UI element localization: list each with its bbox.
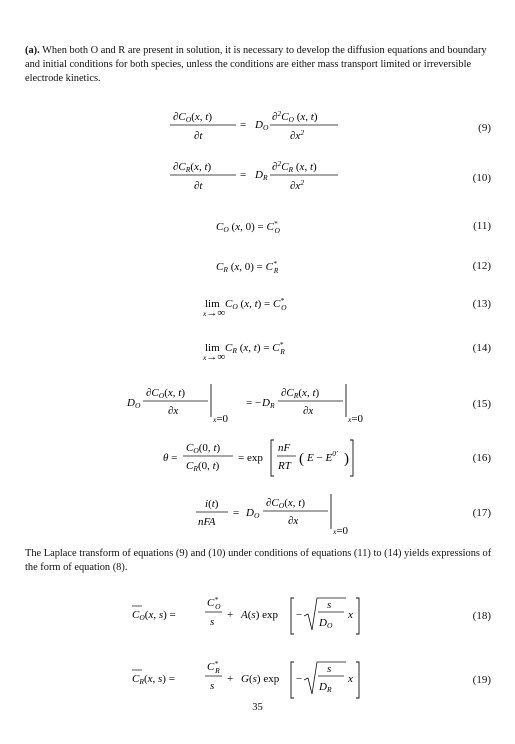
equation-number: (14) (472, 342, 491, 354)
svg-text:DR: DR (319, 681, 332, 694)
svg-text:CO (x, t) = C*O: CO (x, t) = C* O (225, 296, 287, 312)
equation-17-formula (0, 493, 515, 537)
svg-text:∂x: ∂x (288, 515, 299, 527)
svg-text:G(s) exp: G(s) exp (241, 673, 280, 685)
equation-number: (11) (473, 220, 491, 232)
svg-text:CO(0, t): CO(0, t) (186, 442, 221, 455)
svg-text:s: s (210, 680, 215, 692)
equation-14-formula (0, 338, 515, 368)
svg-text:∂CR(x, t): ∂CR(x, t) (281, 387, 320, 400)
intro-paragraph (25, 44, 495, 86)
equation-number: (16) (472, 452, 491, 464)
svg-text:lim: lim (205, 342, 220, 354)
svg-text:∂CR(x, t): ∂CR(x, t) (173, 161, 212, 174)
equation-15-formula (0, 382, 515, 426)
equation-19 (0, 654, 515, 694)
svg-text:s: s (327, 663, 332, 675)
svg-text:= −: = − (246, 397, 262, 409)
svg-text:(: ( (299, 451, 304, 467)
svg-text:E − E0′: $E - E^{0'}$ (307, 449, 338, 464)
svg-text:= exp: = exp (238, 452, 263, 464)
svg-text:x=0: x=0 (333, 525, 349, 537)
svg-text:∂x: ∂x (168, 405, 179, 417)
svg-text:x=0: x=0 (348, 413, 364, 425)
svg-text:CR (x, 0) = C*R: CR (x, 0) = C* R (216, 259, 279, 275)
svg-text:): ) (344, 451, 349, 467)
svg-text:A(s) exp: A(s) exp (241, 609, 278, 621)
equation-12 (0, 254, 515, 294)
svg-text:x→∞: x→∞ (203, 351, 226, 363)
equation-number: (10) (472, 172, 491, 184)
svg-text:CR(0, t): CR(0, t) (186, 460, 220, 473)
svg-text:DR: DR (255, 169, 268, 182)
equation-number: (12) (472, 260, 491, 272)
section-label: (a). (25, 45, 40, 56)
equation-15 (0, 382, 515, 425)
svg-text:DO: DO (246, 507, 260, 520)
equation-11-formula (0, 214, 515, 244)
svg-text:∂t: ∂t (194, 130, 203, 142)
equation-number: (17) (472, 507, 491, 519)
equation-number: (9) (478, 122, 491, 134)
svg-text:RT: RT (278, 460, 291, 472)
equation-10-formula (0, 158, 515, 198)
equation-16 (0, 436, 515, 476)
equation-18 (0, 590, 515, 630)
svg-text:=: = (240, 119, 247, 131)
svg-text:x=0: x=0 (213, 413, 229, 425)
svg-text:∂CO(x, t): ∂CO(x, t) (266, 497, 305, 510)
equation-14 (0, 338, 515, 378)
svg-text:−: − (296, 673, 303, 685)
laplace-paragraph: The Laplace transform of equations (9) and (10) under conditions of equations (11) to (14) yields expressions of the form of equation (8). (25, 548, 492, 573)
svg-text:∂t: ∂t (194, 180, 203, 192)
svg-text:∂2CO (x, t): ∂$^2$CO (x, t) (272, 109, 318, 124)
svg-text:θ =: θ = (163, 452, 178, 464)
svg-text:lim: lim (205, 298, 220, 310)
svg-text:DR: DR (262, 397, 275, 410)
page-number: 35 (252, 702, 263, 713)
svg-text:nFA: nFA (198, 516, 216, 528)
equation-9 (0, 108, 515, 148)
svg-text:x→∞: x→∞ (203, 307, 226, 319)
svg-text:C*R: C* R (207, 659, 220, 675)
svg-text:∂CO(x, t): ∂CO(x, t) (146, 387, 185, 400)
svg-text:∂CO(x, t): ∂CO(x, t) (173, 111, 212, 124)
svg-text:+: + (227, 673, 234, 685)
svg-text:CO(x, s) =: CO(x, s) = (132, 609, 176, 622)
svg-text:s: s (210, 616, 215, 628)
svg-text:nF: nF (278, 442, 291, 454)
svg-text:=: = (240, 169, 247, 181)
svg-text:=: = (233, 507, 240, 519)
equation-number: (18) (472, 610, 491, 622)
equation-12-formula (0, 254, 515, 284)
equation-13 (0, 294, 515, 334)
svg-text:∂x2: $\partial x^2$ (290, 128, 305, 142)
equation-10 (0, 158, 515, 198)
svg-text:CR (x, t) = C*R: CR (x, t) = C* R (225, 340, 285, 356)
equation-11 (0, 214, 515, 254)
equation-9-formula (0, 108, 515, 148)
svg-text:C*O: C* O (207, 595, 221, 611)
svg-text:CO (x, 0) = C*O: CO (x, 0) = C* O (216, 219, 280, 235)
section-text: When both O and R are present in solution, it is necessary to develop the diffusion equations and boundary and initial conditions for both species, unless the conditions are either mass transport limited or irreversible electrode kinetics. (25, 45, 487, 84)
equation-number: (19) (472, 674, 491, 686)
equation-17 (0, 493, 515, 537)
svg-text:CR(x, s) =: CR(x, s) = (132, 673, 175, 686)
svg-text:i(t): i(t) (205, 498, 219, 510)
equation-number: (15) (472, 398, 491, 410)
svg-text:x: x (348, 609, 353, 621)
svg-text:DO: DO (255, 119, 269, 132)
equation-18-formula (0, 590, 515, 636)
equation-19-formula (0, 654, 515, 700)
svg-text:x: x (348, 673, 353, 685)
equation-13-formula (0, 294, 515, 324)
equation-16-formula (0, 436, 515, 480)
svg-text:−: − (296, 609, 303, 621)
svg-text:∂2CR (x, t): ∂$^2$CR (x, t) (272, 159, 317, 174)
svg-text:+: + (227, 609, 234, 621)
svg-text:s: s (327, 599, 332, 611)
svg-text:DO: DO (319, 617, 333, 630)
svg-text:∂x2: $\partial x^2$ (290, 178, 305, 192)
svg-text:DO: DO (127, 397, 141, 410)
svg-text:∂x: ∂x (303, 405, 314, 417)
equation-number: (13) (472, 298, 491, 310)
